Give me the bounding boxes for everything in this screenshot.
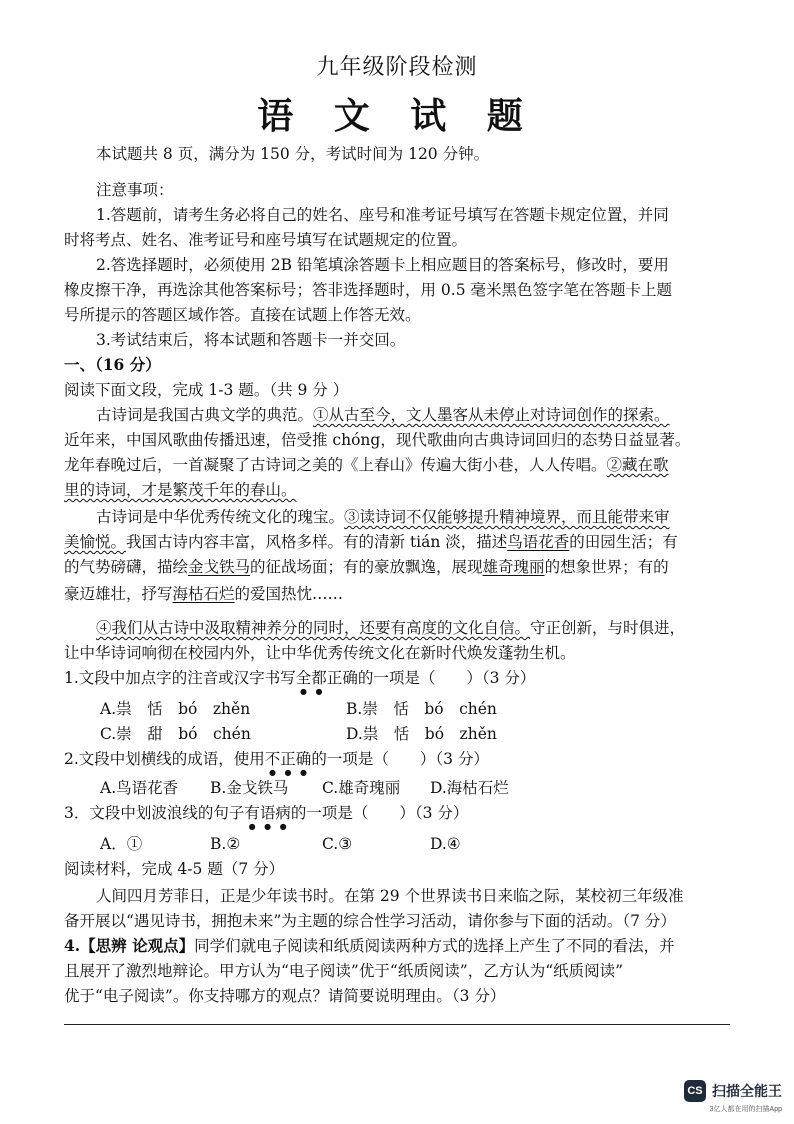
passage-line (64, 478, 738, 502)
scanner-app-name: 扫描全能王 (712, 1083, 782, 1099)
question-2 (64, 747, 738, 777)
q2-option-c: C.雄奇瑰丽 (322, 779, 401, 797)
q3-option-a: A．① (100, 835, 143, 853)
passage-text: 守正创新，与时俱进， (530, 619, 686, 637)
scanner-tagline: 3亿人都在用的扫描App (709, 1106, 782, 1113)
notice-line: 1.答题前，请考生务必将自己的姓名、座号和准考证号填写在答题卡规定位置，并同 (96, 206, 669, 224)
answer-blank-line (64, 1024, 730, 1025)
q3-option-d: D.④ (430, 835, 461, 853)
passage-text: 古诗词是我国古典文学的典范。 (96, 406, 314, 424)
question-3 (64, 801, 738, 831)
material-line: 备开展以“遇见诗书，拥抱未来”为主题的综合性学习活动，请你参与下面的活动。（7 分） (64, 912, 676, 930)
passage-line (64, 403, 738, 427)
question-text: 正确的一项是（ ）（3 分） (326, 669, 536, 687)
question-text: 的一项是（ ）（3 分） (311, 750, 489, 768)
passage-line: 让中华诗词响彻在校园内外，让中华优秀传统文化在新时代焕发蓬勃生机。 (64, 644, 576, 662)
question-line: 且展开了激烈地辩论。甲方认为“电子阅读”优于“纸质阅读”，乙方认为“纸质阅读” (64, 962, 624, 980)
question-tag: 4.【思辨 论观点】 (64, 936, 195, 955)
passage-text: 的气势磅礴，描绘 (64, 558, 189, 576)
wavy-sentence-4: ④我们从古诗中汲取精神养分的同时，还要有高度的文化自信。 (96, 619, 531, 637)
material-line: 人间四月芳菲日，正是少年读书时。在第 29 个世界读书日来临之际，某校初三年级准 (96, 887, 684, 905)
question-text: 的一项是（ ）（3 分） (290, 804, 469, 822)
question-text: 3．文段中划波浪线的句子 (64, 804, 245, 822)
passage-line (64, 453, 738, 477)
question-4 (64, 934, 738, 958)
passage-line (64, 582, 738, 606)
passage-text: 豪迈雄壮，抒写 (64, 585, 173, 603)
emphasis-text: 全都 (295, 669, 327, 687)
scanner-logo-icon: CS (684, 1080, 706, 1102)
q1-option-b: B.崇 恬 bó chén (346, 700, 497, 718)
passage-text: 的征战场面；有的豪放飘逸，展现 (250, 558, 483, 576)
q1-option-a: A.祟 恬 bó zhěn (100, 700, 251, 718)
q2-option-d: D.海枯石烂 (430, 779, 509, 797)
idiom-underlined: 金戈铁马 (188, 558, 251, 576)
q3-option-b: B.② (210, 835, 241, 853)
passage-text: 的爱国热忱…… (234, 585, 344, 603)
notice-line: 2.答选择题时，必须使用 2B 铅笔填涂答题卡上相应题目的答案标号，修改时，要用 (96, 256, 669, 274)
question-line: 优于“电子阅读”。你支持哪方的观点？请简要说明理由。（3 分） (64, 987, 506, 1005)
q3-option-c: C.③ (322, 835, 353, 853)
exam-title: 语 文 试 题 (257, 95, 537, 137)
passage-text: 的想象世界；有的 (544, 558, 669, 576)
scanner-watermark (684, 1080, 782, 1114)
question-1 (64, 666, 738, 696)
passage-line (64, 530, 738, 554)
q1-option-c: C.崇 甜 bó chén (100, 725, 251, 743)
notice-line: 橡皮擦干净，再选涂其他答案标号；答非选择题时，用 0.5 毫米黑色签字笔在答题卡上题 (64, 281, 673, 299)
notice-line: 时将考点、姓名、准考证号和座号填写在试题规定的位置。 (64, 231, 468, 249)
emphasis-text: 有语病 (244, 804, 291, 822)
q2-option-a: A.鸟语花香 (100, 779, 179, 797)
section-heading: 一、（16 分） (64, 355, 161, 374)
passage-line: 近年来，中国风歌曲传播迅速，倍受推 chóng，现代歌曲向古典诗词回归的态势日益显著。 (64, 431, 691, 449)
emphasis-text: 不正确 (264, 750, 312, 768)
notice-line: 号所提示的答题区域作答。直接在试题上作答无效。 (64, 306, 421, 324)
wavy-sentence-2-cont: 里的诗词，才是繁茂千年的春山。 (64, 481, 297, 499)
wavy-sentence-3-cont: 美愉悦。 (64, 533, 127, 551)
wavy-sentence-2: ②藏在歌 (606, 456, 669, 474)
q2-option-b: B.金戈铁马 (210, 779, 289, 797)
passage-line (64, 505, 738, 529)
question-text: 2.文段中划横线的成语，使用 (64, 750, 265, 768)
wavy-sentence-3: ③读诗词不仅能够提升精神境界，而且能带来审 (344, 508, 670, 526)
passage-line (64, 555, 738, 579)
wavy-sentence-1: ①从古至今，文人墨客从未停止对诗词创作的探索。 (313, 406, 670, 424)
passage-text: 古诗词是中华优秀传统文化的瑰宝。 (96, 508, 345, 526)
idiom-underlined: 海枯石烂 (172, 585, 235, 603)
idiom-underlined: 鸟语花香 (507, 533, 570, 551)
section-intro: 阅读材料，完成 4-5 题（7 分） (64, 860, 285, 878)
idiom-underlined: 雄奇瑰丽 (482, 558, 545, 576)
exam-subtitle: 九年级阶段检测 (316, 55, 478, 80)
question-text: 同学们就电子阅读和纸质阅读两种方式的选择上产生了不同的看法，并 (194, 937, 675, 955)
notice-heading: 注意事项： (96, 181, 174, 199)
passage-line (64, 616, 738, 640)
exam-info: 本试题共 8 页，满分为 150 分，考试时间为 120 分钟。 (96, 145, 490, 163)
notice-line: 3.考试结束后，将本试题和答题卡一并交回。 (96, 331, 406, 349)
question-text: 1.文段中加点字的注音或汉字书写 (64, 669, 296, 687)
passage-text: 龙年春晚过后，一首凝聚了古诗词之美的《上春山》传遍大街小巷，人人传唱。 (64, 456, 607, 474)
passage-text: 的田园生活；有 (569, 533, 678, 551)
q1-option-d: D.祟 恬 bó zhěn (346, 725, 497, 743)
passage-text: 我国古诗内容丰富，风格多样。有的清新 tián 淡，描述 (126, 533, 508, 551)
section-intro: 阅读下面文段，完成 1-3 题。（共 9 分 ） (64, 381, 349, 399)
